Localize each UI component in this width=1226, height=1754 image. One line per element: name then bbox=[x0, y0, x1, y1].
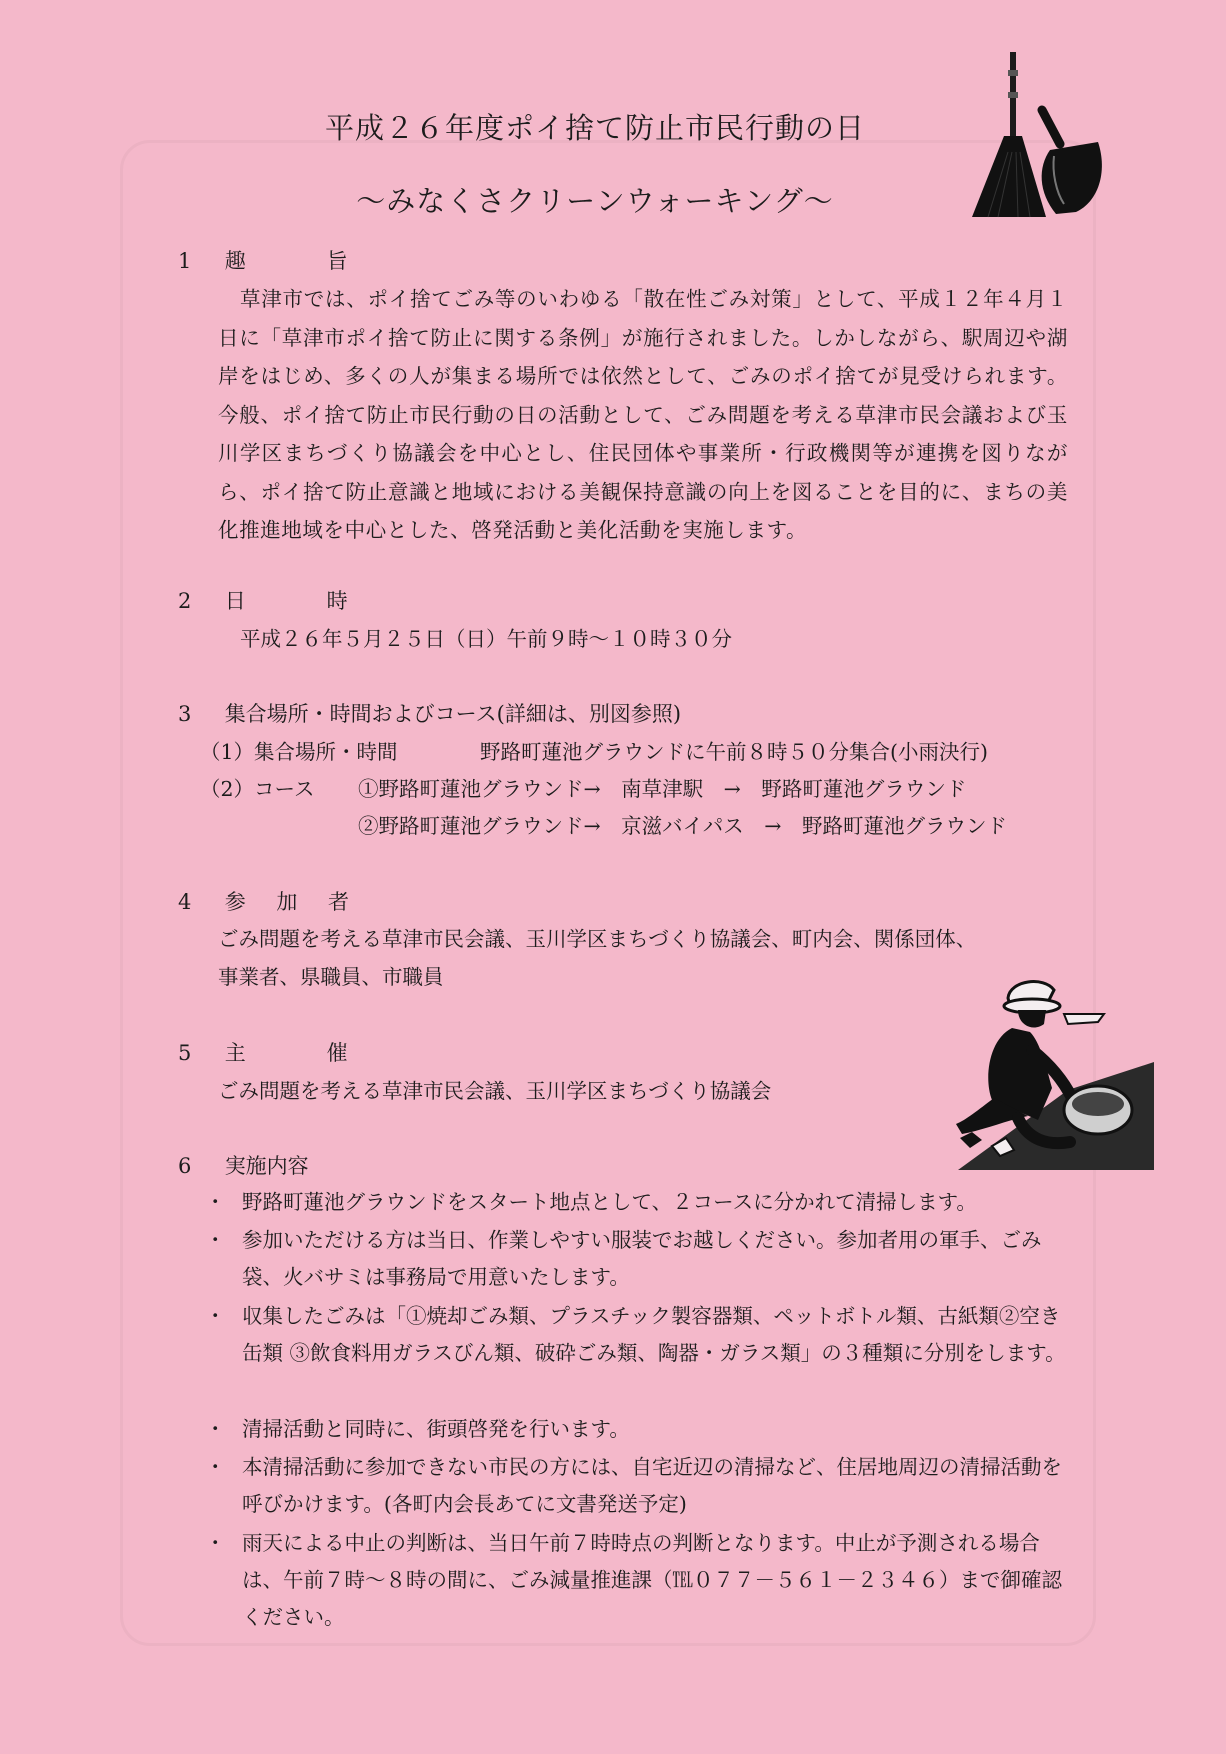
bullet: ・ bbox=[205, 1417, 226, 1441]
bullet: ・ bbox=[205, 1228, 226, 1252]
meeting-place-label: （1）集合場所・時間 bbox=[200, 740, 398, 764]
broom-dustpan-icon bbox=[968, 52, 1136, 220]
participants-line-2: 事業者、県職員、市職員 bbox=[218, 965, 444, 989]
section-4-heading bbox=[178, 886, 361, 916]
list-item-text: 清掃活動と同時に、街頭啓発を行います。 bbox=[242, 1417, 630, 1441]
list-item-text: 収集したごみは「①焼却ごみ類、プラスチック製容器類、ペットボトル類、古紙類②空き缶類 ③飲食料用ガラスびん類、破砕ごみ類、陶器・ガラス類」の３種類に分別をします。 bbox=[242, 1304, 1066, 1365]
section-number: 2 bbox=[178, 589, 192, 613]
course-2: ②野路町蓮池グラウンド→ 京滋バイパス → 野路町蓮池グラウンド bbox=[358, 814, 1007, 838]
section-6-heading bbox=[178, 1150, 309, 1180]
organizer: ごみ問題を考える草津市民会議、玉川学区まちづくり協議会 bbox=[218, 1079, 772, 1103]
section-label: 主 催 bbox=[224, 1041, 378, 1065]
section-number: 3 bbox=[178, 702, 192, 726]
meeting-place-value: 野路町蓮池グラウンドに午前８時５０分集合(小雨決行) bbox=[480, 740, 988, 764]
bullet: ・ bbox=[205, 1304, 226, 1328]
event-datetime: 平成２６年５月２５日（日）午前９時～１０時３０分 bbox=[240, 627, 732, 651]
section-number: 1 bbox=[178, 249, 192, 273]
participants-line-1: ごみ問題を考える草津市民会議、玉川学区まちづくり協議会、町内会、関係団体、 bbox=[218, 927, 977, 951]
page-subtitle: ～みなくさクリーンウォーキング～ bbox=[356, 184, 834, 218]
bullet: ・ bbox=[205, 1531, 226, 1555]
section-label: 実施内容 bbox=[224, 1154, 309, 1178]
person-picking-litter-icon bbox=[948, 970, 1154, 1170]
section-1-heading bbox=[178, 245, 378, 275]
section-1-body: 草津市では、ポイ捨てごみ等のいわゆる「散在性ごみ対策」として、平成１２年４月１日に「草津市ポイ捨て防止に関する条例」が施行されました。しかしながら、駅周辺や湖岸をはじめ、多くの人が集まる場所では依然として、ごみのポイ捨てが見受けられます。今般、ポイ捨て防止市民行動の日の活動として、ごみ問題を考える草津市民会議および玉川学区まちづくり協議会を中心とし、住民団体や事業所・行政機関等が連携を図りながら、ポイ捨て防止意識と地域における美観保持意識の向上を図ることを目的に、まちの美化推進地域を中心とした、啓発活動と美化活動を実施します。 bbox=[218, 287, 1068, 542]
course-label: （2）コース bbox=[200, 777, 315, 801]
bullet: ・ bbox=[205, 1455, 226, 1479]
section-label: 集合場所・時間およびコース(詳細は、別図参照) bbox=[224, 702, 682, 726]
section-number: 6 bbox=[178, 1154, 192, 1178]
section-label: 趣 旨 bbox=[224, 249, 378, 273]
section-3-heading bbox=[178, 698, 681, 728]
list-item-text: 野路町蓮池グラウンドをスタート地点として、２コースに分かれて清掃します。 bbox=[242, 1190, 977, 1214]
section-number: 5 bbox=[178, 1041, 192, 1065]
section-label: 日 時 bbox=[224, 589, 378, 613]
list-item-text: 雨天による中止の判断は、当日午前７時時点の判断となります。中止が予測される場合は、午前７時～８時の間に、ごみ減量推進課（℡０７７－５６１－２３４６）まで御確認ください。 bbox=[242, 1531, 1062, 1629]
bullet: ・ bbox=[205, 1190, 226, 1214]
course-1: ①野路町蓮池グラウンド→ 南草津駅 → 野路町蓮池グラウンド bbox=[358, 777, 967, 801]
section-label: 参 加 者 bbox=[224, 890, 362, 914]
section-2-heading bbox=[178, 585, 378, 615]
list-item-text: 参加いただける方は当日、作業しやすい服装でお越しください。参加者用の軍手、ごみ袋、火バサミは事務局で用意いたします。 bbox=[242, 1228, 1042, 1289]
section-5-heading bbox=[178, 1037, 378, 1067]
list-item-text: 本清掃活動に参加できない市民の方には、自宅近辺の清掃など、住居地周辺の清掃活動を呼びかけます。(各町内会長あてに文書発送予定) bbox=[242, 1455, 1062, 1516]
section-number: 4 bbox=[178, 890, 192, 914]
page-title: 平成２６年度ポイ捨て防止市民行動の日 bbox=[324, 111, 865, 145]
